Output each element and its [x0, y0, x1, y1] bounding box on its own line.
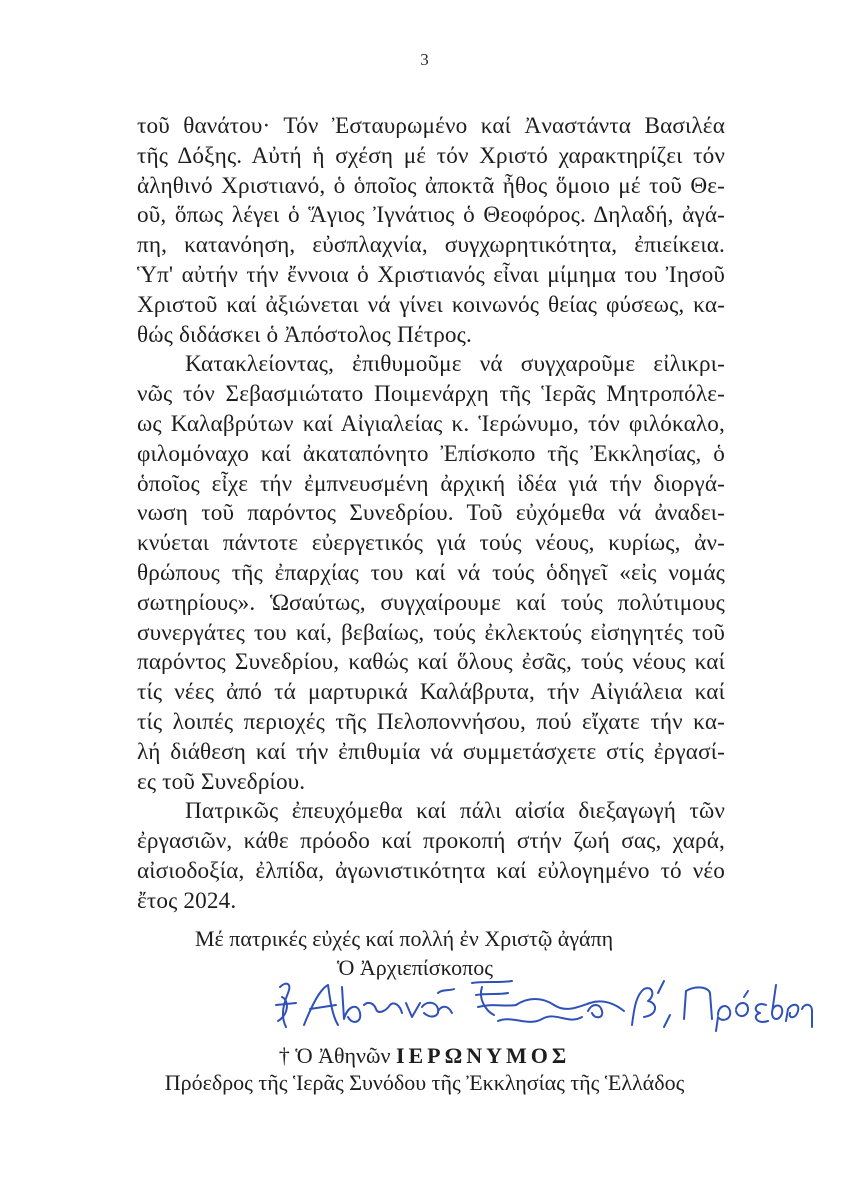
- text-line: νωση τοῦ παρόντος Συνεδρίου. Τοῦ εὐχόμεθα νά ἀναδει-: [137, 500, 725, 527]
- signature-scribble: [272, 975, 817, 1035]
- signatory-role: Πρόεδρος τῆς Ἱερᾶς Συνόδου τῆς Ἐκκλησίας τῆς Ἑλλάδος: [164, 1070, 685, 1095]
- text-line: ἀληθινό Χριστιανό, ὁ ὁποῖος ἀποκτᾶ ἦθος ὅμοιο μέ τοῦ Θε-: [137, 172, 725, 199]
- text-line: ως Καλαβρύτων καί Αἰγιαλείας κ. Ἱερώνυμο, τόν φιλόκαλο,: [137, 410, 725, 437]
- text-line: τίς λοιπές περιοχές τῆς Πελοποννήσου, πού εἴχατε τήν κα-: [137, 708, 725, 735]
- text-line: φιλομόναχο καί ἀκαταπόνητο Ἐπίσκοπο τῆς Ἐκκλησίας, ὁ: [137, 440, 725, 467]
- closing-greeting: Μέ πατρικές εὐχές καί πολλή ἐν Χριστῷ ἀγάπη: [195, 926, 614, 951]
- text-line: τῆς Δόξης. Αὐτή ἡ σχέση μέ τόν Χριστό χαρακτηρίζει τόν: [137, 142, 725, 169]
- paragraph: [137, 797, 725, 916]
- signatory-line: [0, 1043, 849, 1069]
- text-line: αἰσιοδοξία, ἐλπίδα, ἀγωνιστικότητα καί εὐλογημένο τό νέο: [137, 857, 725, 884]
- paragraph: [137, 112, 725, 350]
- text-line: ὁποῖος εἶχε τήν ἐμπνευσμένη ἀρχική ἰδέα γιά τήν διοργά-: [137, 470, 725, 497]
- text-line: Χριστοῦ καί ἀξιώνεται νά γίνει κοινωνός θείας φύσεως, κα-: [137, 291, 725, 318]
- text-line: Κατακλείοντας, ἐπιθυμοῦμε νά συγχαροῦμε εἰλικρι-: [185, 351, 725, 378]
- text-line: Πατρικῶς ἐπευχόμεθα καί πάλι αἰσία διεξαγωγή τῶν: [185, 798, 725, 825]
- text-line: σωτηρίους». Ὡσαύτως, συγχαίρουμε καί τούς πολύτιμους: [137, 589, 725, 616]
- text-line: τοῦ θανάτου· Τόν Ἐσταυρωμένο καί Ἀναστάντα Βασιλέα: [137, 113, 725, 139]
- page-number: 3: [420, 50, 429, 69]
- text-line: θώς διδάσκει ὁ Ἀπόστολος Πέτρος.: [137, 321, 472, 348]
- text-line: ἐργασιῶν, κάθε πρόοδο καί προκοπή στήν ζωή σας, χαρά,: [137, 828, 725, 855]
- text-line: Ὑπ' αὐτήν τήν ἔννοια ὁ Χριστιανός εἶναι μίμημα του Ἰησοῦ: [137, 261, 725, 288]
- text-line: κνύεται πάντοτε εὐεργετικός γιά τούς νέους, κυρίως, ἀν-: [137, 530, 725, 557]
- text-line: πη, κατανόηση, εὐσπλαχνία, συγχωρητικότητα, ἐπιείκεια.: [137, 232, 725, 259]
- text-line: παρόντος Συνεδρίου, καθώς καί ὅλους ἐσᾶς, τούς νέους καί: [137, 649, 725, 676]
- letter-body: [137, 112, 725, 917]
- text-line: θρώπους τῆς ἐπαρχίας του καί νά τούς ὁδηγεῖ «εἰς νομάς: [137, 559, 725, 586]
- signatory-prefix: † Ὁ Ἀθηνῶν: [278, 1043, 391, 1068]
- text-line: ες τοῦ Συνεδρίου.: [137, 768, 306, 795]
- signatory-name: ΙΕΡΩΝΥΜΟΣ: [395, 1043, 571, 1068]
- text-line: λή διάθεση καί τήν ἐπιθυμία νά συμμετάσχετε στίς ἐργασί-: [137, 738, 725, 765]
- paragraph: [137, 350, 725, 797]
- text-line: οῦ, ὅπως λέγει ὁ Ἅγιος Ἰγνάτιος ὁ Θεοφόρος. Δηλαδή, ἀγά-: [137, 202, 725, 229]
- text-line: ἔτος 2024.: [137, 887, 237, 914]
- text-line: νῶς τόν Σεβασμιώτατο Ποιμενάρχη τῆς Ἱερᾶς Μητροπόλε-: [137, 381, 725, 408]
- closing-title: Ὁ Ἀρχιεπίσκοπος: [337, 955, 493, 980]
- text-line: συνεργάτες του καί, βεβαίως, τούς ἐκλεκτούς εἰσηγητές τοῦ: [137, 619, 725, 646]
- handwritten-signature: [272, 975, 817, 1035]
- text-line: τίς νέες ἀπό τά μαρτυρικά Καλάβρυτα, τήν Αἰγιάλεια καί: [137, 679, 725, 706]
